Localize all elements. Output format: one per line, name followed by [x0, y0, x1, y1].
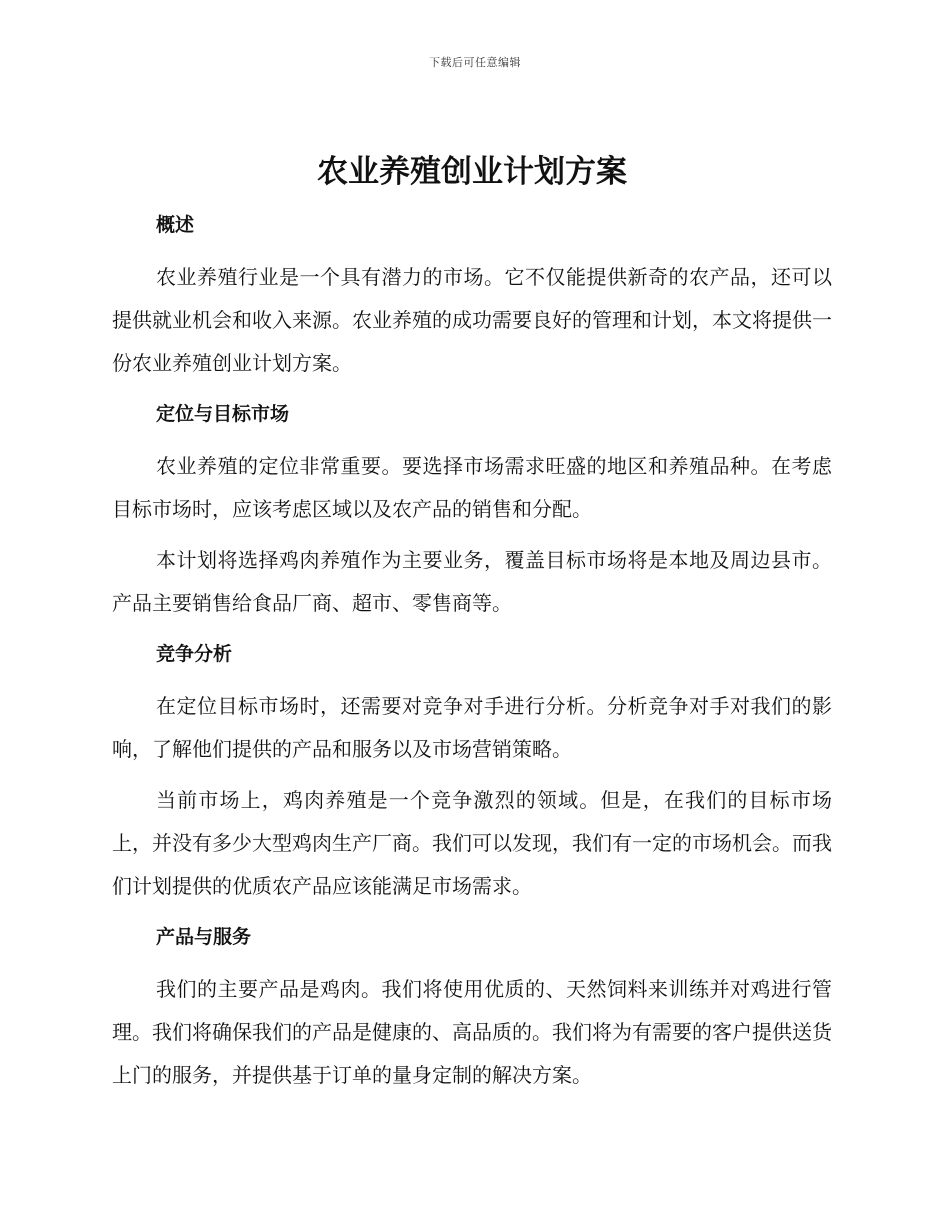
section-heading: 概述: [156, 214, 195, 236]
paragraph: 我们的主要产品是鸡肉。我们将使用优质的、天然饲料来训练并对鸡进行管理。我们将确保我们的产品是健康的、高品质的。我们将为有需要的客户提供送货上门的服务，并提供基于订单的量身定制的解决方案。: [112, 977, 832, 1087]
header-note: 下载后可任意编辑: [429, 56, 521, 69]
paragraph: 农业养殖行业是一个具有潜力的市场。它不仅能提供新奇的农产品，还可以提供就业机会和收入来源。农业养殖的成功需要良好的管理和计划，本文将提供一份农业养殖创业计划方案。: [112, 265, 832, 375]
section-heading: 定位与目标市场: [156, 403, 290, 425]
section-heading: 竞争分析: [156, 643, 233, 665]
paragraph: 本计划将选择鸡肉养殖作为主要业务，覆盖目标市场将是本地及周边县市。产品主要销售给食品厂商、超市、零售商等。: [112, 548, 832, 615]
document-title: 农业养殖创业计划方案: [317, 154, 627, 190]
paragraph: 农业养殖的定位非常重要。要选择市场需求旺盛的地区和养殖品种。在考虑目标市场时，应该考虑区域以及农产品的销售和分配。: [112, 454, 832, 521]
paragraph: 当前市场上，鸡肉养殖是一个竞争激烈的领域。但是，在我们的目标市场上，并没有多少大型鸡肉生产厂商。我们可以发现，我们有一定的市场机会。而我们计划提供的优质农产品应该能满足市场需求。: [112, 788, 832, 898]
section-products: [112, 916, 832, 1097]
section-positioning: [112, 393, 832, 625]
section-overview: [112, 204, 832, 385]
section-competition: [112, 633, 832, 908]
paragraph: 在定位目标市场时，还需要对竞争对手进行分析。分析竞争对手对我们的影响，了解他们提供的产品和服务以及市场营销策略。: [112, 694, 832, 761]
section-heading: 产品与服务: [156, 926, 252, 948]
document-body: [112, 146, 832, 1105]
